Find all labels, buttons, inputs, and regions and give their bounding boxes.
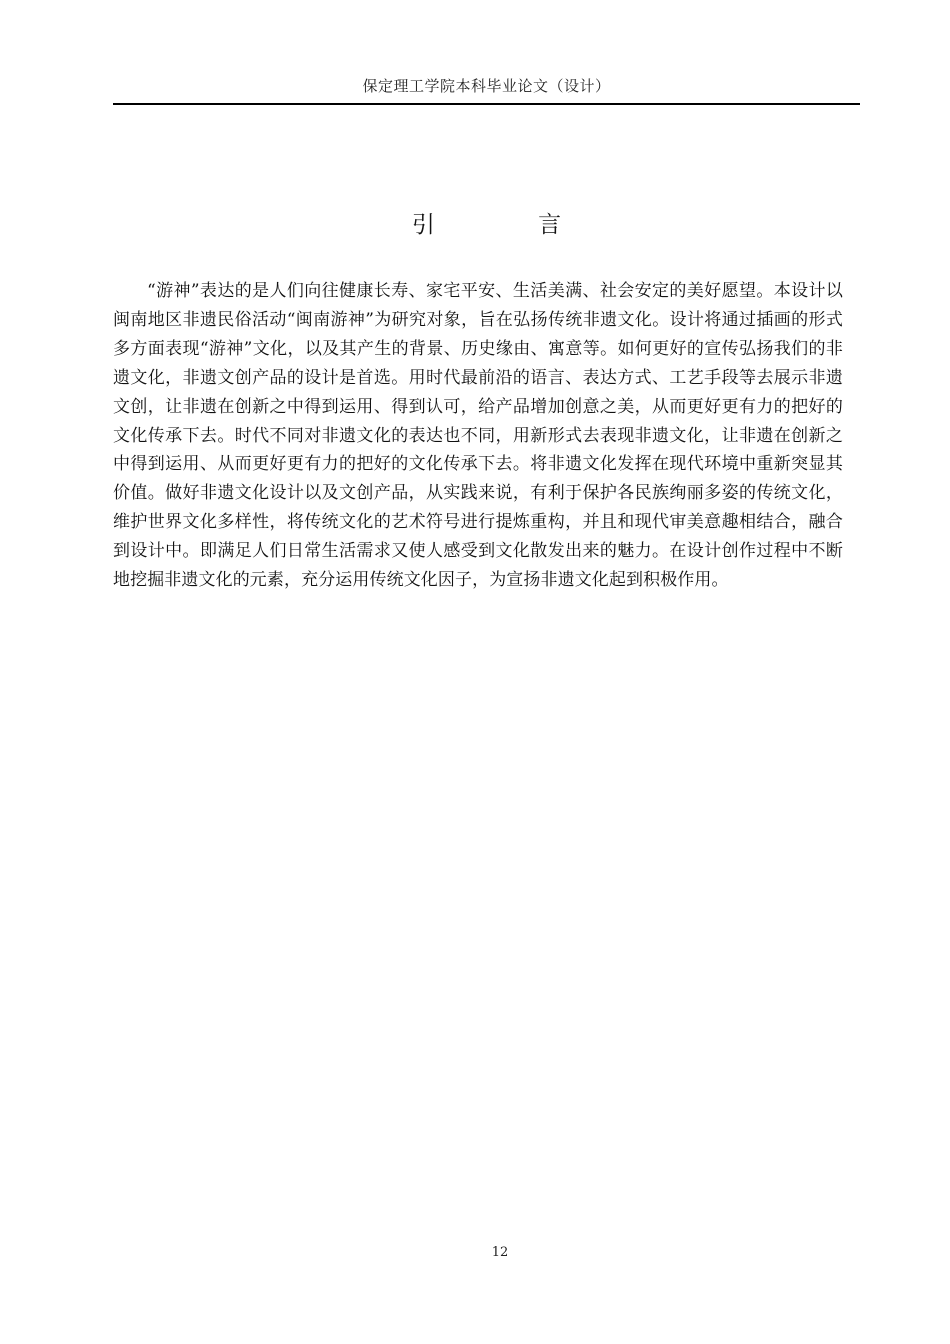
- page-number: 12: [491, 1245, 509, 1260]
- section-title: 引 言: [411, 212, 610, 238]
- page-header: [113, 72, 860, 105]
- header-title: 保定理工学院本科毕业论文（设计）: [362, 77, 611, 95]
- body-paragraph: “游神”表达的是人们向往健康长寿、家宅平安、生活美满、社会安定的美好愿望。本设计以闽南地区非遗民俗活动“闽南游神”为研究对象，旨在弘扬传统非遗文化。设计将通过插画的形式多方面表现“游神”文化，以及其产生的背景、历史缘由、寓意等。如何更好的宣传弘扬我们的非遗文化，非遗文创产品的设计是首选。用时代最前沿的语言、表达方式、工艺手段等去展示非遗文创，让非遗在创新之中得到运用、得到认可，给产品增加创意之美，从而更好更有力的把好的文化传承下去。时代不同对非遗文化的表达也不同，用新形式去表现非遗文化，让非遗在创新之中得到运用、从而更好更有力的把好的文化传承下去。将非遗文化发挥在现代环境中重新突显其价值。做好非遗文化设计以及文创产品，从实践来说，有利于保护各民族绚丽多姿的传统文化，维护世界文化多样性，将传统文化的艺术符号进行提炼重构，并且和现代审美意趣相结合，融合到设计中。即满足人们日常生活需求又使人感受到文化散发出来的魅力。在设计创作过程中不断地挖掘非遗文化的元素，充分运用传统文化因子，为宣扬非遗文化起到积极作用。: [113, 281, 843, 591]
